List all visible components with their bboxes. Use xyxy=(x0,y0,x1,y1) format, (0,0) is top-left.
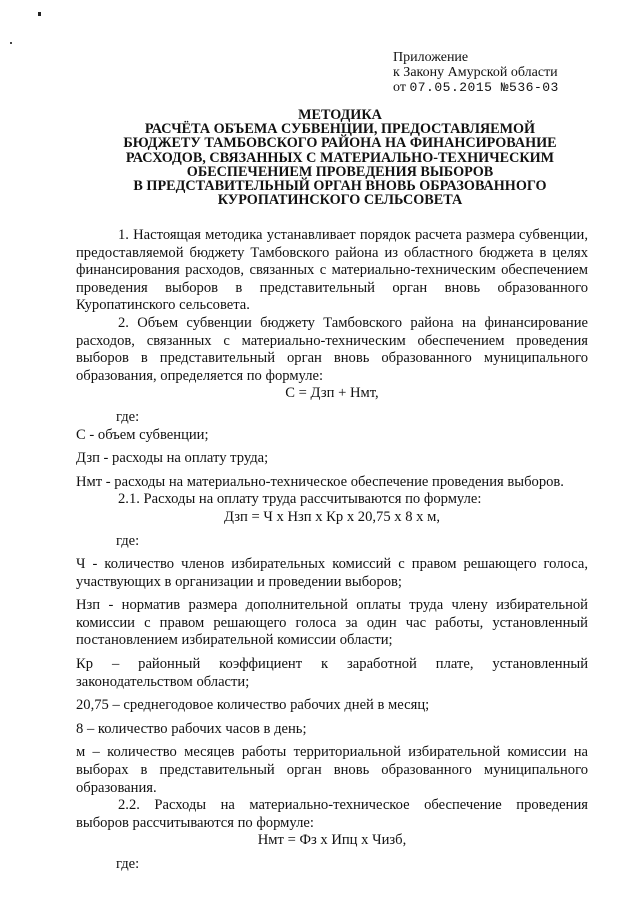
title-line: КУРОПАТИНСКОГО СЕЛЬСОВЕТА xyxy=(217,192,463,209)
document-body xyxy=(76,227,588,874)
appendix-header xyxy=(393,50,559,95)
scan-speck xyxy=(38,12,41,16)
definition-kr: Кр – районный коэффициент к заработной плате, установленный законодательством области; xyxy=(76,656,588,690)
definition-dzp: Дзп - расходы на оплату труда; xyxy=(76,450,269,467)
definition-ch: Ч - количество членов избирательных комиссий с правом решающего голоса, участвующих в организации и проведении выборов; xyxy=(76,556,588,590)
appendix-date-prefix: от xyxy=(393,80,410,95)
where-label: где: xyxy=(116,408,140,425)
where-label: где: xyxy=(116,532,140,549)
scan-speck xyxy=(10,42,12,44)
appendix-label: Приложение xyxy=(393,50,469,65)
appendix-date-line xyxy=(393,80,559,95)
definition-nzp: Нзп - норматив размера дополнительной оплаты труда члену избирательной комиссии с правом решающего голоса за один час работы, установленный постановлением избирательной комиссии области; xyxy=(76,597,588,649)
document-title xyxy=(60,108,620,207)
title-line: РАСХОДОВ, СВЯЗАННЫХ С МАТЕРИАЛЬНО-ТЕХНИЧЕСКИМ xyxy=(125,149,555,166)
title-line: РАСЧЁТА ОБЪЕМА СУБВЕНЦИИ, ПРЕДОСТАВЛЯЕМОЙ xyxy=(144,121,536,138)
definition-nmt: Нмт - расходы на материально-техническое обеспечение проведения выборов. xyxy=(76,473,564,490)
formula-nmt: Нмт = Фз х Ипц х Чизб, xyxy=(257,832,407,849)
where-label: где: xyxy=(116,856,140,872)
definition-m: м – количество месяцев работы территориальной избирательной комиссии на выборах в представительный орган вновь образованного муниципального образования. xyxy=(76,744,588,796)
definition-c: С - объем субвенции; xyxy=(76,426,209,443)
paragraph-2: 2. Объем субвенции бюджету Тамбовского района на финансирование расходов, связанных с материально-техническим обеспечением проведения выборов в представительный орган вновь образованного муниципального образования, определяется по формуле: xyxy=(76,314,588,384)
paragraph-2-1: 2.1. Расходы на оплату труда рассчитываются по формуле: xyxy=(118,491,482,508)
title-line: БЮДЖЕТУ ТАМБОВСКОГО РАЙОНА НА ФИНАНСИРОВАНИЕ xyxy=(123,135,557,152)
definition-8: 8 – количество рабочих часов в день; xyxy=(76,720,307,737)
title-line: МЕТОДИКА xyxy=(298,107,382,123)
title-line: ОБЕСПЕЧЕНИЕМ ПРОВЕДЕНИЯ ВЫБОРОВ xyxy=(186,163,494,180)
appendix-date-stamp: 07.05.2015 №536-03 xyxy=(409,80,559,95)
title-line: В ПРЕДСТАВИТЕЛЬНЫЙ ОРГАН ВНОВЬ ОБРАЗОВАННОГО xyxy=(133,178,547,195)
paragraph-1: 1. Настоящая методика устанавливает порядок расчета размера субвенции, предоставляемой бюджету Тамбовского района из областного бюджета в целях финансирования расходов, связанных с материально-техническим обеспечением проведения выборов в представительный орган вновь образованного Куропатинского сельсовета. xyxy=(76,227,588,314)
paragraph-2-2: 2.2. Расходы на материально-техническое обеспечение проведения выборов рассчитываются по формуле: xyxy=(76,797,588,831)
formula-total: С = Дзп + Нмт, xyxy=(285,385,379,402)
definition-20-75: 20,75 – среднегодовое количество рабочих дней в месяц; xyxy=(76,697,430,714)
appendix-law-reference: к Закону Амурской области xyxy=(393,65,558,80)
formula-dzp: Дзп = Ч х Нзп х Кр х 20,75 х 8 х м, xyxy=(223,508,441,525)
